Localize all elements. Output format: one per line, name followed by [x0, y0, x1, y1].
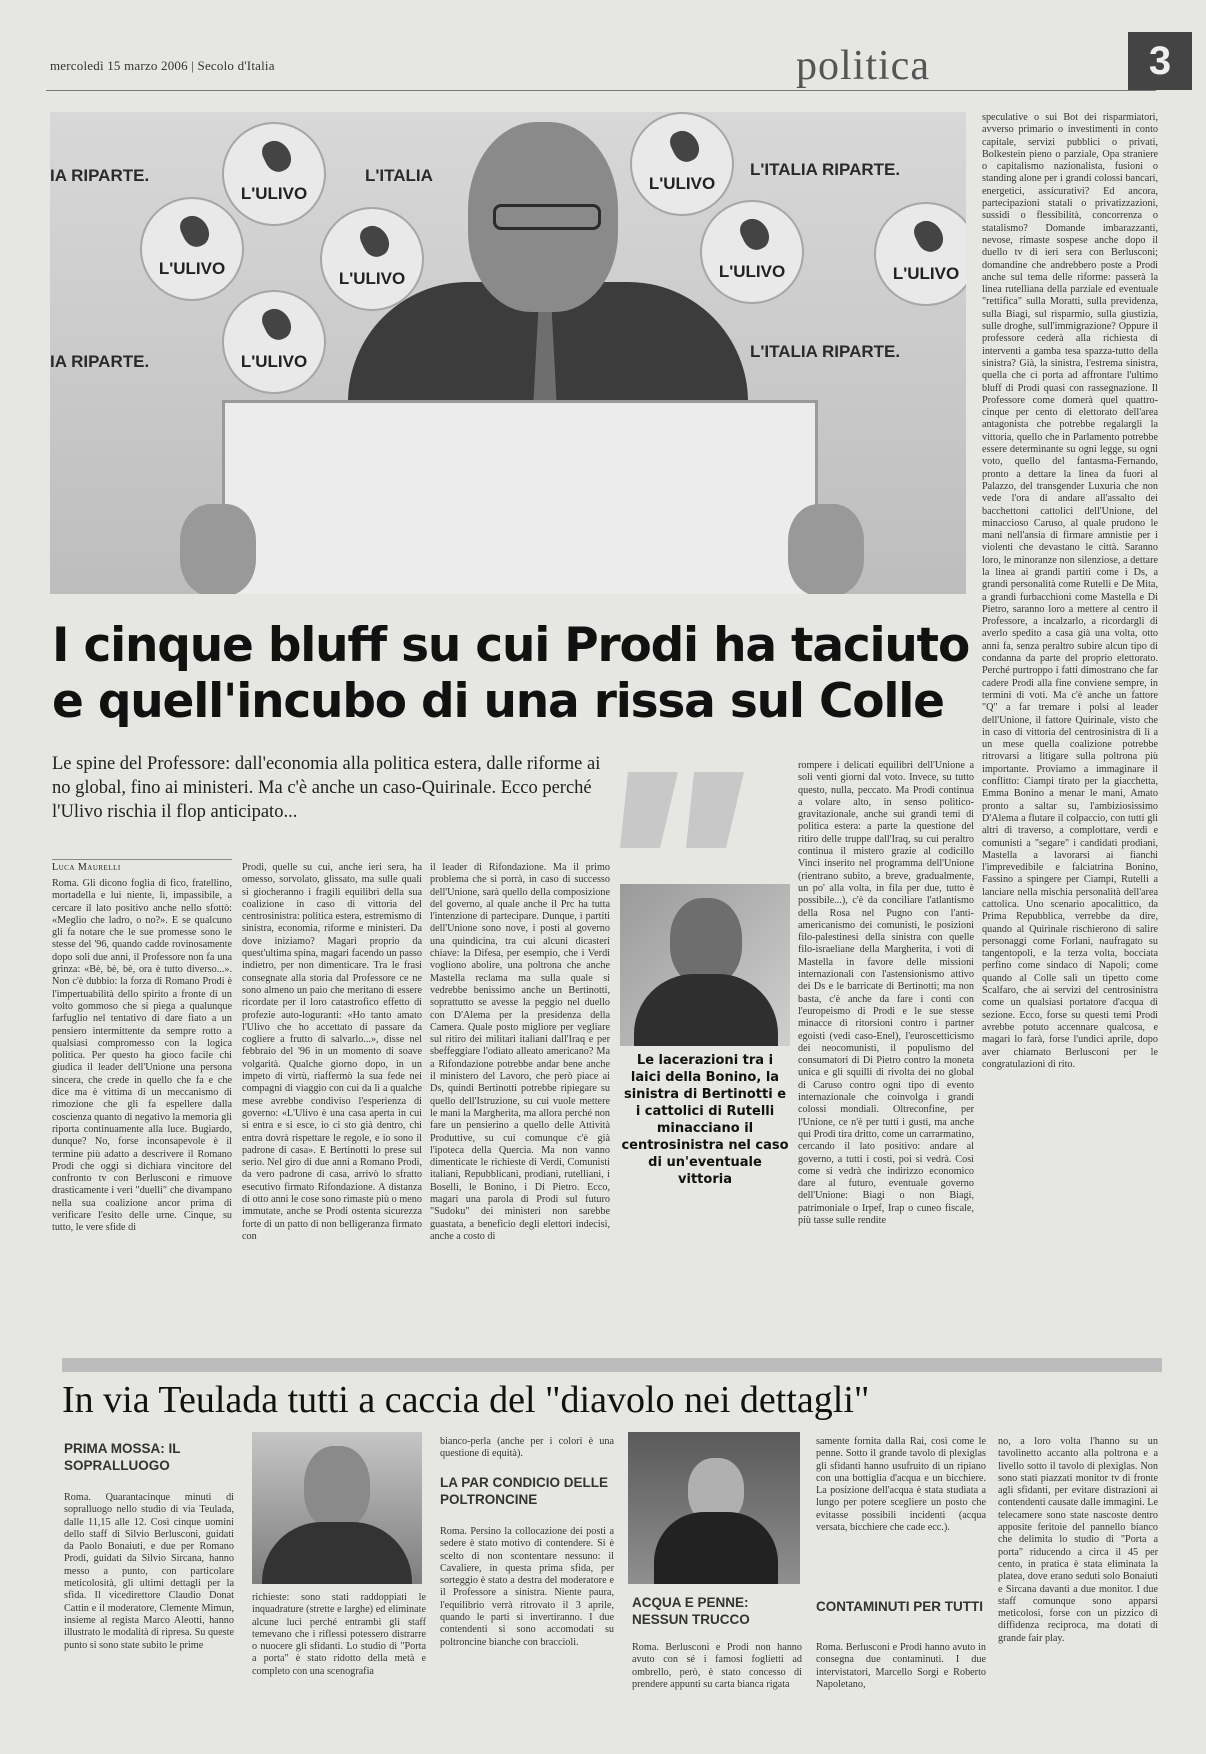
portrait-photo	[620, 884, 790, 1046]
feature-text-7: Roma. Berlusconi e Prodi hanno avuto in consegna due contaminuti. I due intervistatori, Marcello Sorgi e Roberto Napoletano,	[816, 1642, 986, 1690]
subhead-contaminuti: CONTAMINUTI PER TUTTI	[816, 1599, 983, 1614]
photo-caption: Le lacerazioni tra i laici della Bonino, la sinistra di Bertinotti e i cattolici di Rutelli minacciano il centrosinistra nel caso di un'eventuale vittoria	[621, 1053, 789, 1187]
hand	[180, 504, 256, 594]
feature-text-4: Roma. Persino la collocazione dei posti a sedere è stato motivo di contendere. Si è scelto di non scontentare nessuno: il Cavaliere, in questa prima sfida, per sorteggio è stato a destra del moderatore e il Professore a sinistra. Niente paura, l'equilibrio verrà ritrovato il 3 aprile, quando le parti si invertiranno. I due contendenti si sono accomodati su poltroncine bianche con braccioli.	[440, 1526, 614, 1648]
section-title: politica	[796, 43, 930, 89]
ulivo-logo-icon: L'ULIVO	[630, 112, 734, 216]
section-divider	[62, 1358, 1162, 1372]
article-column-1: Roma. Gli dicono foglia di fico, fratellino, mortadella e lui niente, lì, impassibile, a cercare il lato positivo anche nello sfottò: «Meglio che ladro, o no?». E se qualcuno gli fa notare che le sue promesse sono le stesse del '96, quando cadde rovinosamente dopo soli due anni, il Professore non fa una grinza: «Bè, bè, bè, ora è tutto diverso...». Non c'è dubbio: la forza di Romano Prodi è l'impertuabilità dello spirito a fronte di un volto gommoso che si piega a qualunque farfuglio nel tentativo di dare fiato a un pensiero intermittente da sempre rotto a qualsiasi compromesso con la logica politica. Per questo ha gioco facile chi giudica il leader dell'Unione una persona sincera, che crede in quello che fa e che dice ma è vittima di un meccanismo di rimozione che gli fa espellere dalla coscienza quanto di negativo la memoria gli riporta continuamente alla luce. Bugiardo, dunque? No, forse inconsapevole è il termine più adatto a descrivere il Romano Prodi che oggi si dichiara vincitore del confronto tv con Berlusconi e rimuove drasticamente i veri "duelli" che divampano nella sua coalizione ancor prima di verificare l'esito delle urne. Cinque, su tutto, le vere sfide di	[52, 878, 232, 1234]
feature-text-3: bianco-perla (anche per i colori è una questione di equità).	[440, 1436, 614, 1460]
article-column-right: speculative o sui Bot dei risparmiatori, avverso primario o investimenti in conto capitale, servizi pubblici o privati, Bolkestein pieno o parziale, Opa straniere o capitalismo nazionalista, fusioni o standing alone per i grandi colossi bancari, energetici, assicurativi? Ed ancora, partecipazioni statali o privatizzazioni, sussidi o flessibilità, concorrenza o statalismo? Domande imbarazzanti, nevose, rimaste sospese anche dopo il duello tv di ieri sera con Berlusconi; domandine che andrebbero poste a Prodi anche sul tema delle riforme: passerà la linea rutelliana della parziale ed eventuale "rettifica" sulla Moratti, sulla previdenza, sulla Biagi, sul risparmio, sulla giustizia, sulle droghe, sull'immigrazione? Oppure il professore cederà alla richiesta di interventi a gamba tesa spazza-tutto della sinistra? Già, la sinistra, l'estrema sinistra, quella che ci porta ad affrontare l'ultimo bluff di Prodi quasi con rassegnazione. Il Professore come domerà quel quattro-cinque per cento di elettorato dell'area antagonista che potrebbe regalargli la vittoria, quello che in Parlamento potrebbe essere determinante su ogni legge, su ogni voto, quello del fantasma-Fernando, pronto a dettare la linea da fuori al Palazzo, del transgender Luxuria che non vede l'ora di andare all'assalto dei bacchettoni cattolici dell'Unione, del minaccioso Caruso, al quale prudono le mani nell'ansia di firmare amnistie per i violenti che devastano le città. Saranno loro, le minoranze non silenziose, a dettare la linea ai grandi partiti come i Ds, a grandi personalità come Rutelli e De Mita, a grandi furbacchioni come Mastella e Di Pietro, saranno loro a mettere al centro il Professore, a incalzarlo, a ricordargli di averlo spedito a casa già una volta, otto anni fa, senza peraltro subire alcun tipo di condanna da parte del proprio elettorato. Perché purtroppo i fatti dimostrano che far cadere Prodi alla fine conviene sempre, in termini di voti. Ma c'è anche un fattore "Q" a far tremare i polsi al leader dell'Unione, il fattore Quirinale, visto che in caso di vittoria del centrosinistra di lì a un mese quella coalizione potrebbe ritrovarsi a litigare sulla poltrona più importante. Proviamo a immaginare il conflitto: Ciampi tirato per la giacchetta, Emma Bonino a menar le mani, Amato pronto a saltar su, l'ambiziosissimo D'Alema a flutare il colpaccio, con tutti gli altri di traverso, a complottare, verdi e comunisti a "segare" i candidati prodiani, Mastella a lavorarsi ai fianchi l'imprevedibile e falciatrina Bonino, Fassino a spingere per Ciampi, Rutelli a lanciare nella mischia personalità dell'area cattolica. Uno scenario apocalittico, da Prima Repubblica, verrebbe da dire, quando al Quirinale rischierono di salire personaggi come Forlani, naufragato su tangentopoli, e la terza volta, bocciata perfino come sindaco di Napoli; come quando al Colle salì un tipetto come Scalfaro, che ai servizi del centrosinistra come un qualsiasi portatore d'acqua di sezione. Ecco, forse su questi temi Prodi avrebbe potuto accennare qualcosa, e magari lo farà, forse l'undici aprile, dopo aver chiamato Berlusconi per le congratulazioni di rito.	[982, 112, 1158, 1070]
article-column-4: rompere i delicati equilibri dell'Unione a soli venti giorni dal voto. Invece, su tutto questo, nulla, peccato. Ma Prodi continua a volare alto, in senso politico-gravitazionale, anche sui grandi temi di politica estera: a parte la questione del ritiro delle truppe dall'Iraq, su cui peraltro continua il mistero grazie al codicillo Vinci inserito nel programma dell'Unione (rientrano subito, a breve, gradualmente, un po' alla volta, in fila per due, tutto è possibile...), c'è da conciliare l'atlantismo della Rosa nel Pugno con l'anti-americanismo dei comunisti, le posizioni filo-palestinesi della sinistra con quelle filo-israeliane della Margherita, i voti di Mastella in favore delle missioni internazionali con l'astensionismo attivo dei Ds e le barricate di Bertinotti; ma non basta, c'è anche da fare i conti con l'europeismo di Prodi e le sue stesse minacce di ritorsioni contro i partner egoisti (vedi caso-Enel), l'euroscetticismo dei neocomunisti, il populismo del consumatori di Di Pietro contro la moneta unica e gli squilli di rivolta dei no global di Caruso contro ogni tipo di evento internazionale che coinvolga i grandi colossi mondiali. Oltreconfine, per l'Unione, ce n'è per tutti i gusti, ma anche qui Prodi tira dritto, come un carrarmatino, cercando il lato positivo: andare al governo, a tutti i costi, poi si vedrà. Così come si vedrà che indirizzo economico dare al futuro, eventuale governo dell'Unione: Biagi o non Biagi, patrimoniale o Irpef, Irap o cuneo fiscale, più tasse sulle rendite	[798, 760, 974, 1226]
article-column-3: il leader di Rifondazione. Ma il primo problema che si porrà, in caso di successo dell'Unione, sarà quello della composizione del governo, al quale anche il Prc ha tutta l'intenzione di partecipare. Dunque, i partiti dell'Unione sono nove, i posti al governo una quindicina, tra cui alcuni dicasteri chiave: la Difesa, per esempio, che i Verdi vogliono abolire, una poltrona che anche Mastella reclama ma sulla quale si vedrebbe benissimo anche un Bertinotti, soprattutto se avesse la peggio nel duello con D'Alema per la presidenza della Camera. Quale posto migliore per vegliare sul ritiro dei militari italiani dall'Iraq e per sbeffeggiare l'odiato alleato americano? Ma a Rifondazione potrebbe andar bene anche il ministero del Lavoro, che però piace ai Ds, quindi Bertinotti potrebbe ripiegare su quello dell'Istruzione, su cui vuole mettere le mani la Margherita, ma allora perché non fare un pensierino a quello delle Attività Produttive, su cui comunque c'è già l'ipoteca della Quercia. Ma non vanno dimenticate le richieste di Verdi, Comunisti italiani, Repubblicani, prodiani, rutelliani, i Boselli, le Bonino, i Di Pietro. Ecco, magari una parola di Prodi sul futuro "Sudoku" dei ministeri non sarebbe guastata, a beneficio degli elettori indecisi, anche a costo di	[430, 862, 610, 1242]
ulivo-logo-icon: L'ULIVO	[700, 200, 804, 304]
ulivo-logo-icon: L'ULIVO	[222, 122, 326, 226]
feature-headline: In via Teulada tutti a caccia del "diavolo nei dettagli"	[62, 1379, 870, 1421]
paper-name: Secolo d'Italia	[197, 58, 275, 73]
ulivo-logo-icon: L'ULIVO	[320, 207, 424, 311]
held-document	[222, 400, 818, 594]
subheadline: Le spine del Professore: dall'economia alla politica estera, dalle riforme ai no global, fino ai ministeri. Ma c'è anche un caso-Quirinale. Ecco perché l'Ulivo rischia il flop anticipato...	[52, 754, 601, 822]
byline: Luca Maurelli	[52, 859, 232, 873]
studio-photo	[628, 1432, 800, 1584]
backdrop-text: L'ITALIA RIPARTE.	[750, 160, 901, 179]
feature-text-6: samente fornita dalla Rai, così come le penne. Sotto il grande tavolo di plexiglas gli sfidanti hanno usufruito di un ripiano con una bottiglia d'acqua e un bicchiere. La posizione dell'acqua è stata studiata a lungo per potere scegliere un posto che evitasse possibili incidenti (acqua versata, bicchiere che cade ecc.).	[816, 1436, 986, 1534]
quote-mark-icon	[620, 772, 752, 848]
backdrop-text: IA RIPARTE.	[50, 352, 150, 371]
main-headline: I cinque bluff su cui Prodi ha taciuto e quell'incubo di una rissa sul Colle	[52, 618, 970, 729]
date-text: mercoledì 15 marzo 2006	[50, 58, 188, 73]
issue-date: mercoledì 15 marzo 2006 | Secolo d'Italia	[50, 58, 275, 73]
ulivo-logo-icon: L'ULIVO	[874, 202, 966, 306]
hand	[788, 504, 864, 594]
backdrop-text: L'ITALIA	[365, 166, 433, 185]
feature-text-8: no, a loro volta l'hanno su un tavolinetto accanto alla poltrona e a livello sotto il tavolo di plexiglas. Non sono stati piazzati monitor tv di fronte agli sfidanti, per evitare distrazioni ai contendenti causate dalle immagini. Le telecamere sono state nascoste dentro apposite feritoie del pannello bianco che delimita lo studio di "Porta a porta" riducendo a circa il 45 per cento, in pratica è stata eliminata la platea, dove erano seduti solo Bonaiuti e Sircana davanti a due monitor. I due staff comunque sono apparsi meticolosi, forse con un pizzico di diffidenza reciproca, ma dotati di grande fair play.	[998, 1436, 1158, 1644]
feature-text-1: Roma. Quarantacinque minuti di sopralluogo nello studio di via Teulada, dalle 11,15 alle 12. Così cinque uomini dello staff di Silvio Berlusconi, guidati da Paolo Bonaiuti, e due per Romano Prodi, guidati da Silvio Sircana, hanno messo a punto, con particolare meticolosità, gli ultimi dettagli per la sfida. Il vicedirettore Claudio Donat Cattin e il moderatore, Clemente Mimun, insieme al regista Marco Aleotti, hanno illustrato le modalità di ripresa. Su queste punto si sono state subito le prime	[64, 1492, 234, 1651]
backdrop-text: L'ITALIA RIPARTE.	[750, 342, 901, 361]
main-photo	[50, 112, 966, 594]
feature-text-2: richieste: sono stati raddoppiati le inquadrature (strette e larghe) ed eliminate alcune luci perché entrambi gli staff temevano che i riflessi potessero distrarre o nuocere gli sfidanti. Lo studio di "Porta a porta" è stato ridotto della metà e completo con una scenografia	[252, 1592, 426, 1677]
backdrop-text: IA RIPARTE.	[50, 166, 150, 185]
masthead	[46, 39, 1172, 91]
ulivo-logo-icon: L'ULIVO	[140, 197, 244, 301]
subhead-par-condicio: LA PAR CONDICIO DELLE POLTRONCINE	[440, 1475, 608, 1507]
ulivo-logo-icon: L'ULIVO	[222, 290, 326, 394]
feature-text-5: Roma. Berlusconi e Prodi non hanno avuto con sé i famosi foglietti ad ombrello, però, è stato concesso di prendere appunti su carta bianca rigata	[632, 1642, 802, 1690]
article-column-2: Prodi, quelle su cui, anche ieri sera, ha omesso, sorvolato, glissato, ma sulle quali si giocheranno i fragili equilibri della sua coalizione in caso di vittoria del centrosinistra: politica estera, estremismo di sinistra, economia, riforme e ministeri. Da dove iniziamo? Magari proprio da quest'ultima spina, magari facendo un passo indietro, per non dimenticare. Tra le frasi consegnate alla storia dal Professore ce ne sono almeno un paio che meritano di essere ricordate per il loro catastrofico effetto di profezie auto-loguranti: «Ho tanto amato l'Ulivo che ho accettato di passare da cogliere a frutto di salvarlo...», disse nel febbraio del '96 in un momento di soave volgarità. Qualche giorno dopo, in un impeto di virtù, riaffermò la sua fede nei compagni di viaggio con cui da lì a qualche mese avrebbe condiviso l'esperienza di governo: «L'Ulivo è una casa aperta in cui si entra e si esce, io ci sto già dentro, chi entra dovrà rispettare le regole, e io sono il padrone di casa». E Bertinotti lo prese sul serio. Nel giro di due anni a Romano Prodi, da vero padrone di casa, arrivò lo sfratto esecutivo firmato Rifondazione. A distanza di otto anni le cose sono rimaste più o meno immutate, anche se Prodi ostenta sicurezza forte di un patto di non belligeranza firmato con	[242, 862, 422, 1242]
subhead-prima-mossa: PRIMA MOSSA: IL SOPRALLUOGO	[64, 1441, 181, 1473]
portrait-photo-2	[252, 1432, 422, 1584]
page-number: 3	[1128, 32, 1192, 90]
subhead-acqua-penne: ACQUA E PENNE: NESSUN TRUCCO	[632, 1595, 750, 1627]
